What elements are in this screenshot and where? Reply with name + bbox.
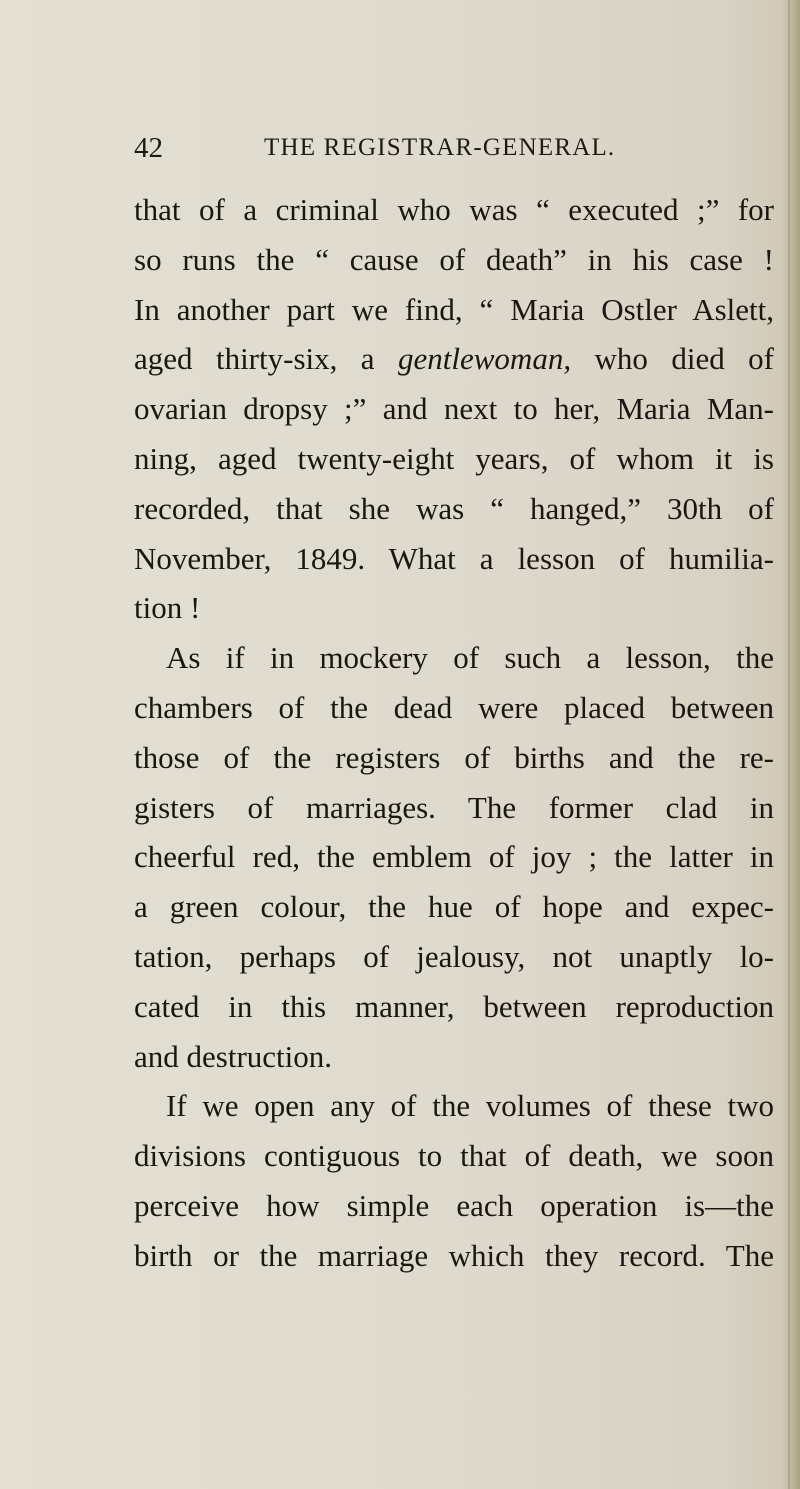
text-line-content: tation, perhaps of jealousy, not unaptly lo- [134, 938, 774, 974]
page-edge-line [788, 0, 790, 1489]
text-line-content: chambers of the dead were placed between [134, 689, 774, 725]
italic-word: gentlewoman, [398, 341, 572, 377]
text-line-content: If we open any of the volumes of these two [166, 1088, 774, 1124]
text-line [134, 285, 774, 335]
text-line [134, 185, 774, 235]
text-line-content: ning, aged twenty-eight years, of whom it is [134, 440, 774, 476]
text-line [134, 484, 774, 534]
text-line [134, 932, 774, 982]
text-line [134, 434, 774, 484]
text-line-content: tion ! [134, 590, 201, 626]
text-line [134, 1032, 774, 1082]
text-line [134, 683, 774, 733]
text-line [134, 1081, 774, 1131]
text-line [134, 384, 774, 434]
text-line-content: birth or the marriage which they record. The [134, 1237, 774, 1273]
text-line-content: In another part we find, “ Maria Ostler Aslett, [134, 291, 774, 327]
text-line [134, 534, 774, 584]
text-line [134, 235, 774, 285]
text-line-content: and destruction. [134, 1038, 333, 1074]
text-line [134, 1181, 774, 1231]
text-line-content: cheerful red, the emblem of joy ; the latter in [134, 839, 774, 875]
text-line-content: cated in this manner, between reproduction [134, 988, 774, 1024]
text-line [134, 1131, 774, 1181]
page-header [134, 128, 754, 168]
text-line-content: divisions contiguous to that of death, we soon [134, 1138, 774, 1174]
text-line [134, 882, 774, 932]
text-line [134, 1231, 774, 1281]
running-title: THE REGISTRAR-GENERAL. [264, 134, 616, 161]
text-line-content: perceive how simple each operation is—the [134, 1187, 774, 1223]
page-number: 42 [134, 132, 163, 164]
text-line-content: those of the registers of births and the re- [134, 739, 774, 775]
text-line [134, 982, 774, 1032]
text-line-content: that of a criminal who was “ executed ;” for [134, 192, 774, 227]
page-edge-shadow [780, 0, 800, 1489]
body-text [134, 185, 774, 1281]
text-line-content: recorded, that she was “ hanged,” 30th of [134, 490, 774, 526]
text-line [134, 733, 774, 783]
text-line [134, 583, 774, 633]
text-line [134, 783, 774, 833]
text-line [134, 832, 774, 882]
text-line-content: November, 1849. What a lesson of humilia- [134, 540, 774, 576]
text-line-content: so runs the “ cause of death” in his case ! [134, 241, 774, 277]
text-line-content: a green colour, the hue of hope and expec- [134, 889, 774, 925]
text-line-content: ovarian dropsy ;” and next to her, Maria Man- [134, 391, 774, 427]
text-line [134, 334, 774, 384]
text-line-continuation: who died of [571, 341, 774, 377]
text-line-content: aged thirty-six, a [134, 341, 399, 377]
text-line-content: As if in mockery of such a lesson, the [166, 640, 774, 676]
text-line-content: gisters of marriages. The former clad in [134, 789, 774, 825]
text-line [134, 633, 774, 683]
